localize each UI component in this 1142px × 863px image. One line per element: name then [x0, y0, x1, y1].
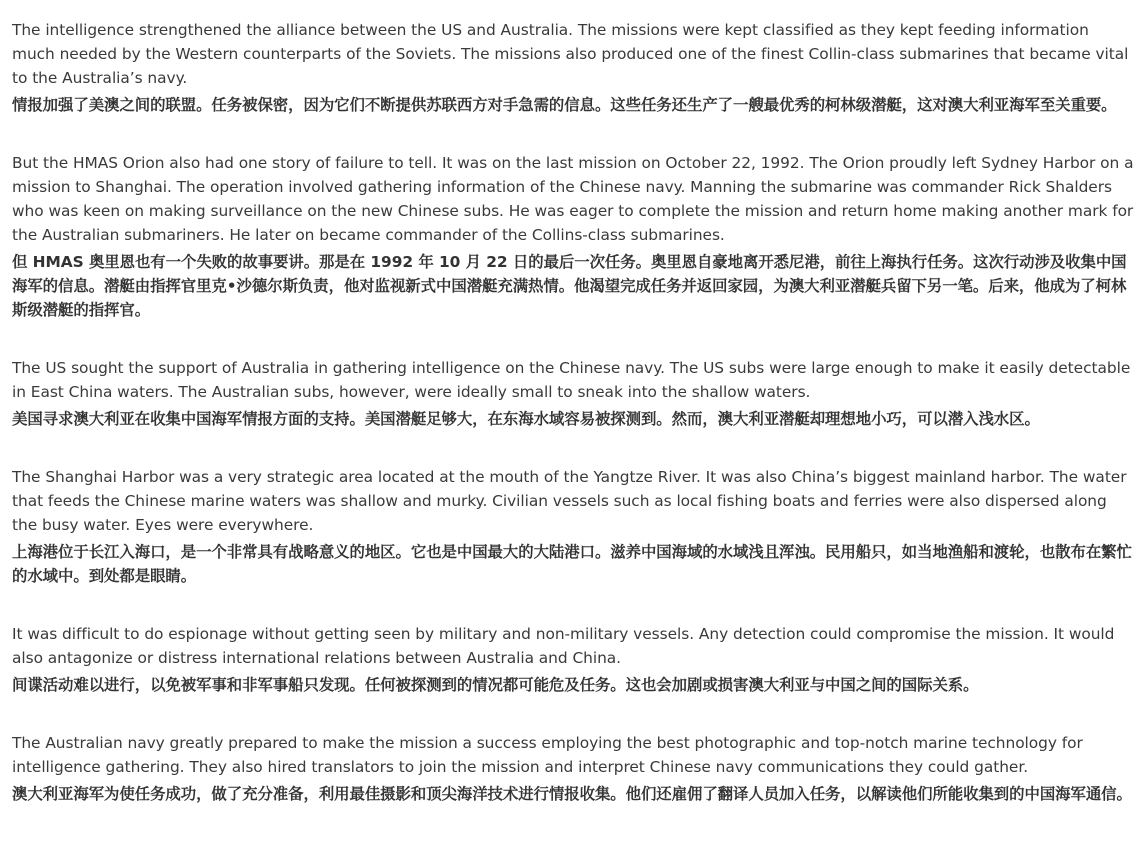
paragraph-pair [12, 18, 1134, 117]
english-paragraph: The intelligence strengthened the alliance between the US and Australia. The missions were kept classified as they kept feeding information much needed by the Western counterparts of the Soviets. The missions also produced one of the finest Collin-class submarines that became vital to the Australia’s navy. [12, 21, 1129, 87]
chinese-paragraph: 间谍活动难以进行，以免被军事和非军事船只发现。任何被探测到的情况都可能危及任务。这也会加剧或损害澳大利亚与中国之间的国际关系。 [12, 676, 979, 694]
paragraph-pair [12, 356, 1134, 431]
chinese-paragraph: 澳大利亚海军为使任务成功，做了充分准备，利用最佳摄影和顶尖海洋技术进行情报收集。他们还雇佣了翻译人员加入任务，以解读他们所能收集到的中国海军通信。 [12, 785, 1132, 803]
paragraph-pair [12, 465, 1134, 588]
paragraph-pair [12, 622, 1134, 697]
bilingual-article [12, 18, 1134, 840]
paragraph-pair [12, 731, 1134, 806]
english-paragraph: But the HMAS Orion also had one story of failure to tell. It was on the last mission on October 22, 1992. The Orion proudly left Sydney Harbor on a mission to Shanghai. The operation involved gathering information of the Chinese navy. Manning the submarine was commander Rick Shalders who was keen on making surveillance on the new Chinese subs. He was eager to complete the mission and return home making another mark for the Australian submariners. He later on became commander of the Collins-class submarines. [12, 154, 1134, 244]
paragraph-pair [12, 151, 1134, 322]
english-paragraph: The Australian navy greatly prepared to make the mission a success employing the best photographic and top-notch marine technology for intelligence gathering. They also hired translators to join the mission and interpret Chinese navy communications they could gather. [12, 734, 1083, 776]
chinese-paragraph: 但 HMAS 奥里恩也有一个失败的故事要讲。那是在 1992 年 10 月 22 日的最后一次任务。奥里恩自豪地离开悉尼港，前往上海执行任务。这次行动涉及收集中国海军的信息。潜艇由指挥官里克•沙德尔斯负责，他对监视新式中国潜艇充满热情。他渴望完成任务并返回家园，为澳大利亚潜艇兵留下另一笔。后来，他成为了柯林斯级潜艇的指挥官。 [12, 253, 1127, 319]
chinese-paragraph: 上海港位于长江入海口，是一个非常具有战略意义的地区。它也是中国最大的大陆港口。滋养中国海域的水域浅且浑浊。民用船只，如当地渔船和渡轮，也散布在繁忙的水域中。到处都是眼睛。 [12, 543, 1132, 585]
chinese-paragraph: 美国寻求澳大利亚在收集中国海军情报方面的支持。美国潜艇足够大，在东海水域容易被探测到。然而，澳大利亚潜艇却理想地小巧，可以潜入浅水区。 [12, 410, 1040, 428]
english-paragraph: The US sought the support of Australia in gathering intelligence on the Chinese navy. The US subs were large enough to make it easily detectable in East China waters. The Australian subs, however, were ideally small to sneak into the shallow waters. [12, 359, 1131, 401]
chinese-paragraph: 情报加强了美澳之间的联盟。任务被保密，因为它们不断提供苏联西方对手急需的信息。这些任务还生产了一艘最优秀的柯林级潜艇，这对澳大利亚海军至关重要。 [12, 96, 1117, 114]
english-paragraph: The Shanghai Harbor was a very strategic area located at the mouth of the Yangtze River. It was also China’s biggest mainland harbor. The water that feeds the Chinese marine waters was shallow and murky. Civilian vessels such as local fishing boats and ferries were also dispersed along the busy water. Eyes were everywhere. [12, 468, 1127, 534]
english-paragraph: It was difficult to do espionage without getting seen by military and non-military vessels. Any detection could compromise the mission. It would also antagonize or distress international relations between Australia and China. [12, 625, 1115, 667]
